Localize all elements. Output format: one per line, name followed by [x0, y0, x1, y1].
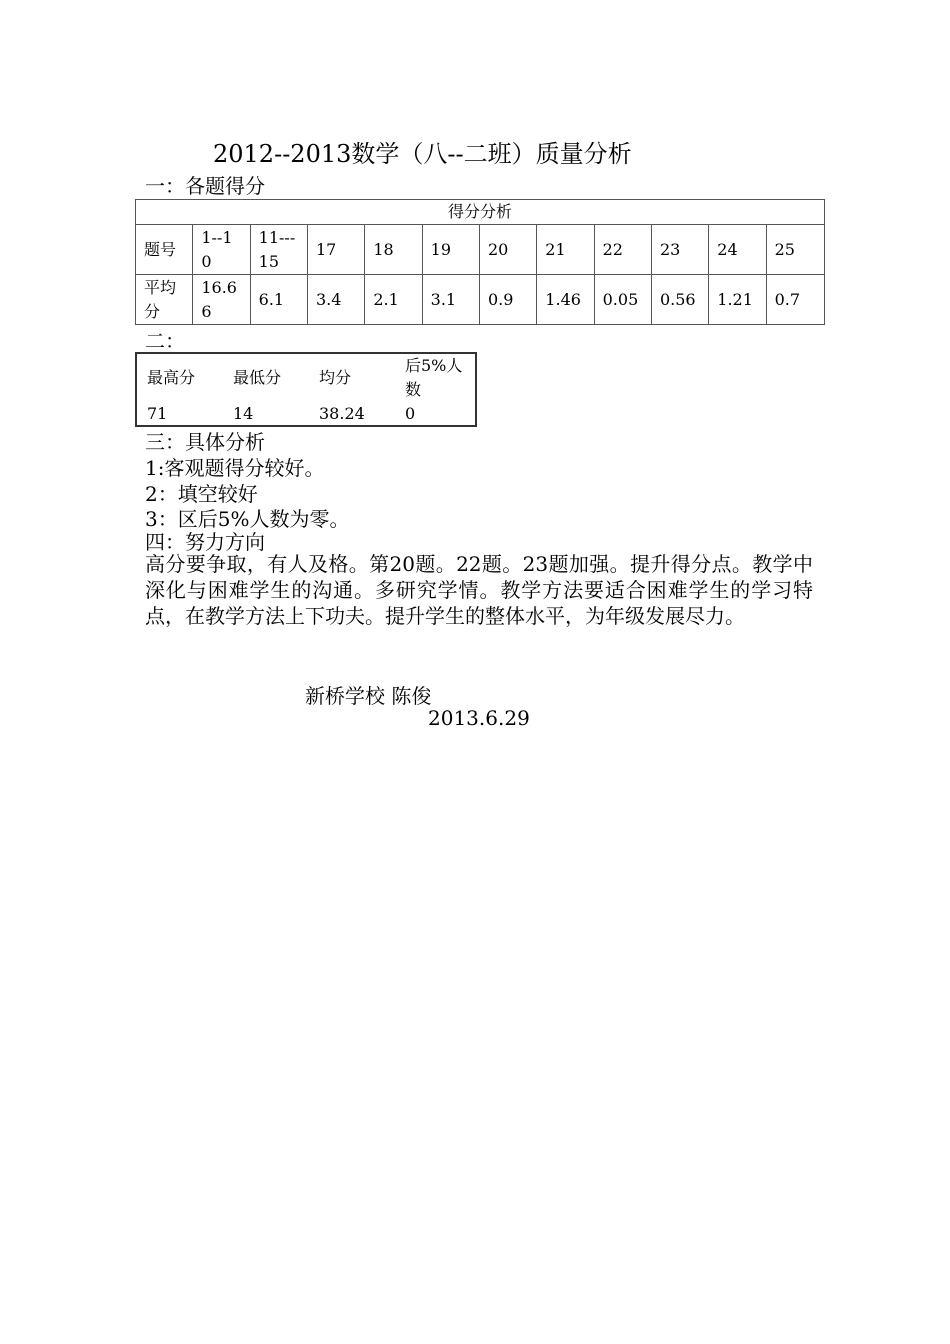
- table-row: [143, 402, 473, 426]
- summary-value-max: 71: [147, 404, 168, 423]
- table-row: [136, 275, 825, 325]
- average-cell: 3.4: [307, 275, 364, 325]
- signature-author: 新桥学校 陈俊: [305, 684, 432, 708]
- question-cell: 11---15: [250, 225, 307, 275]
- table-row: [143, 354, 473, 402]
- question-cell: 24: [709, 225, 766, 275]
- score-table-caption: 得分分析: [136, 200, 825, 225]
- row-label-question: 题号: [136, 225, 193, 275]
- summary-header-min: 最低分: [233, 368, 282, 387]
- analysis-item: 3：区后5%人数为零。: [145, 507, 350, 531]
- summary-table: [143, 354, 473, 426]
- section-3-heading: 三：具体分析: [145, 430, 265, 454]
- question-cell: 21: [537, 225, 594, 275]
- analysis-item: 2：填空较好: [145, 482, 258, 506]
- direction-paragraph: 高分要争取，有人及格。第20题。22题。23题加强。提升得分点。教学中深化与困难学生的沟通。多研究学情。教学方法要适合困难学生的学习特点，在教学方法上下功夫。提升学生的整体水平，为年级发展尽力。: [145, 552, 813, 628]
- average-cell: 1.21: [709, 275, 766, 325]
- average-cell: 0.9: [479, 275, 536, 325]
- average-cell: 0.56: [651, 275, 708, 325]
- summary-value-mean: 38.24: [319, 404, 365, 423]
- average-cell: 3.1: [422, 275, 479, 325]
- summary-value-bottom5: 0: [405, 404, 416, 423]
- summary-header-max: 最高分: [147, 368, 196, 387]
- average-cell: 1.46: [537, 275, 594, 325]
- table-row: [136, 225, 825, 275]
- question-cell: 23: [651, 225, 708, 275]
- analysis-item: 1:客观题得分较好。: [145, 456, 325, 480]
- average-cell: 2.1: [365, 275, 422, 325]
- question-cell: 1--10: [193, 225, 250, 275]
- summary-header-bottom5: 后5%人数: [405, 356, 463, 399]
- question-cell: 17: [307, 225, 364, 275]
- score-table: [135, 199, 825, 325]
- section-1-heading: 一：各题得分: [145, 174, 265, 198]
- document-title: 2012--2013数学（八--二班）质量分析: [213, 140, 632, 168]
- summary-header-mean: 均分: [319, 368, 352, 387]
- section-2-heading: 二：: [145, 329, 185, 353]
- signature-date: 2013.6.29: [428, 706, 530, 730]
- average-cell: 6.1: [250, 275, 307, 325]
- question-cell: 19: [422, 225, 479, 275]
- question-cell: 25: [766, 225, 824, 275]
- average-cell: 0.05: [594, 275, 651, 325]
- question-cell: 22: [594, 225, 651, 275]
- summary-box: [135, 352, 477, 427]
- average-cell: 0.7: [766, 275, 824, 325]
- summary-value-min: 14: [233, 404, 254, 423]
- question-cell: 20: [479, 225, 536, 275]
- row-label-average: 平均分: [136, 275, 193, 325]
- question-cell: 18: [365, 225, 422, 275]
- section-4-heading: 四：努力方向: [145, 530, 265, 554]
- average-cell: 16.66: [193, 275, 250, 325]
